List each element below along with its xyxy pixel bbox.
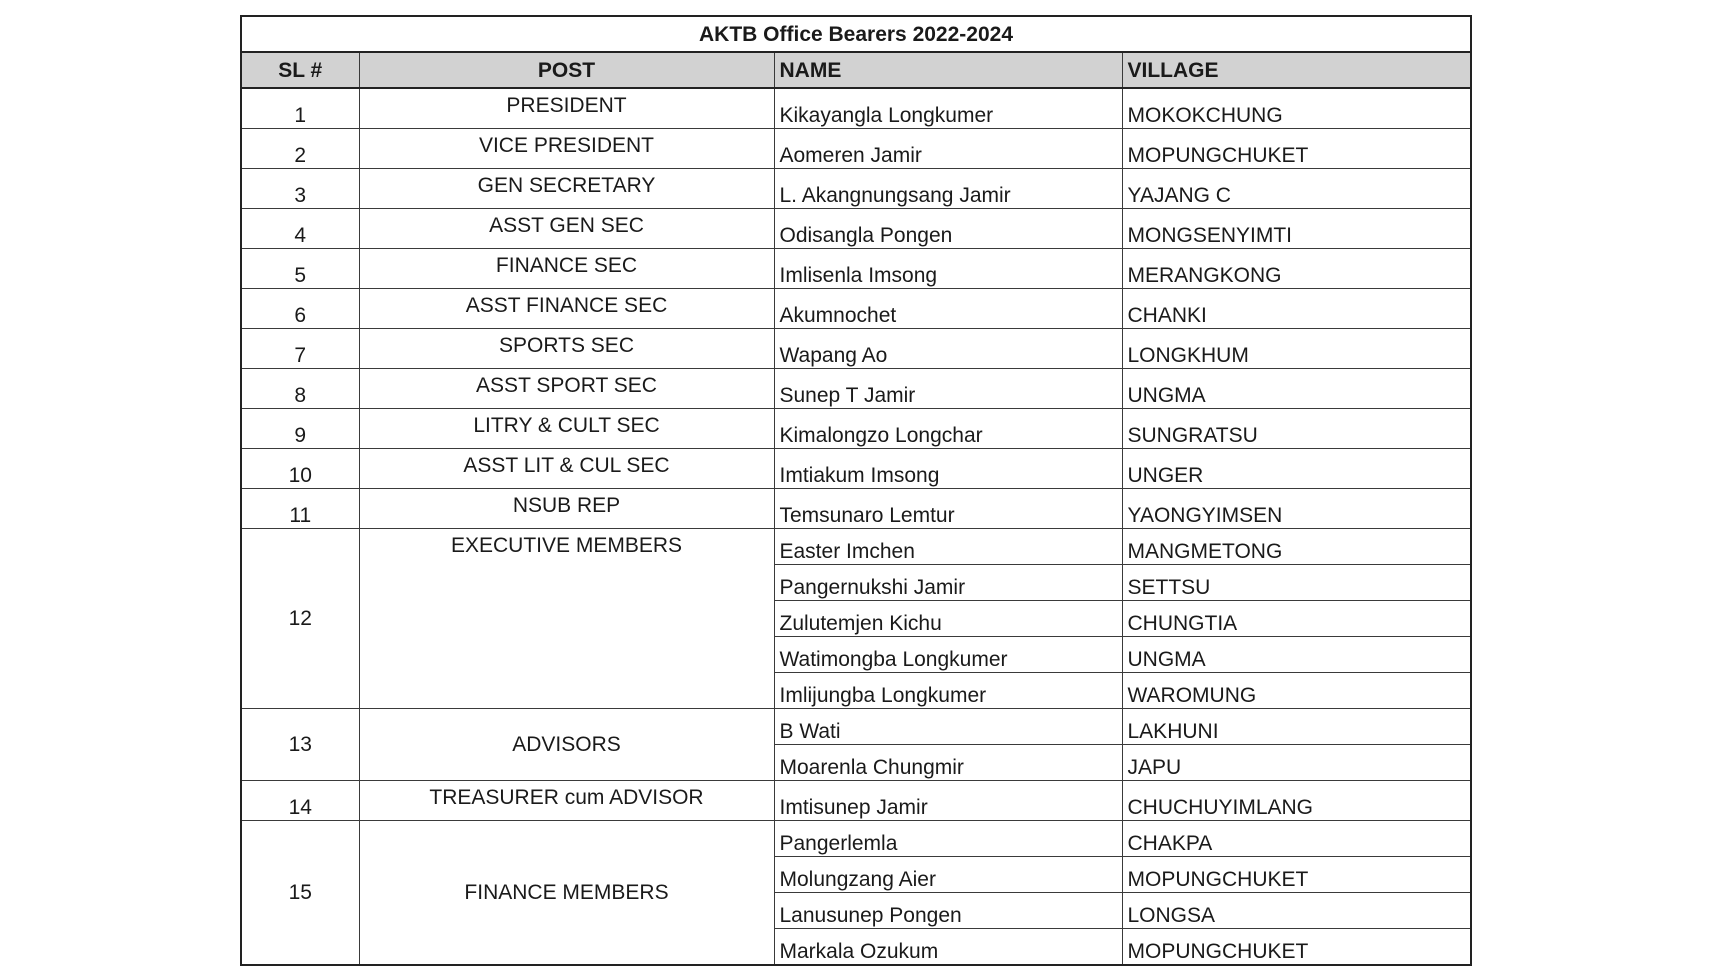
header-sl: SL #	[241, 52, 359, 88]
name-cell: Imtiakum Imsong	[774, 449, 1122, 489]
village-cell: CHAKPA	[1122, 821, 1471, 857]
name-cell: Imtisunep Jamir	[774, 781, 1122, 821]
name-cell: Pangerlemla	[774, 821, 1122, 857]
post-cell: GEN SECRETARY	[359, 169, 774, 209]
name-cell: Odisangla Pongen	[774, 209, 1122, 249]
sl-cell: 14	[241, 781, 359, 821]
village-cell: MANGMETONG	[1122, 529, 1471, 565]
village-cell: MOPUNGCHUKET	[1122, 129, 1471, 169]
table-row	[241, 821, 1471, 857]
name-cell: B Wati	[774, 709, 1122, 745]
table-row	[241, 169, 1471, 209]
village-cell: LONGSA	[1122, 893, 1471, 929]
name-cell: Pangernukshi Jamir	[774, 565, 1122, 601]
name-cell: L. Akangnungsang Jamir	[774, 169, 1122, 209]
village-cell: UNGMA	[1122, 637, 1471, 673]
post-cell: PRESIDENT	[359, 88, 774, 129]
name-cell: Moarenla Chungmir	[774, 745, 1122, 781]
table-row	[241, 781, 1471, 821]
sl-cell: 13	[241, 709, 359, 781]
table-row	[241, 409, 1471, 449]
table-row	[241, 289, 1471, 329]
post-cell: TREASURER cum ADVISOR	[359, 781, 774, 821]
office-bearers-table	[240, 15, 1472, 966]
post-cell: EXECUTIVE MEMBERS	[359, 529, 774, 709]
post-cell: LITRY & CULT SEC	[359, 409, 774, 449]
header-village: VILLAGE	[1122, 52, 1471, 88]
name-cell: Lanusunep Pongen	[774, 893, 1122, 929]
village-cell: CHUCHUYIMLANG	[1122, 781, 1471, 821]
village-cell: YAJANG C	[1122, 169, 1471, 209]
sl-cell: 12	[241, 529, 359, 709]
table-title: AKTB Office Bearers 2022-2024	[241, 16, 1471, 52]
name-cell: Imlisenla Imsong	[774, 249, 1122, 289]
table-row	[241, 209, 1471, 249]
table-row	[241, 88, 1471, 129]
name-cell: Watimongba Longkumer	[774, 637, 1122, 673]
sl-cell: 9	[241, 409, 359, 449]
sl-cell: 7	[241, 329, 359, 369]
village-cell: YAONGYIMSEN	[1122, 489, 1471, 529]
sl-cell: 5	[241, 249, 359, 289]
village-cell: MOPUNGCHUKET	[1122, 929, 1471, 966]
post-cell: ASST SPORT SEC	[359, 369, 774, 409]
sl-cell: 15	[241, 821, 359, 966]
village-cell: SETTSU	[1122, 565, 1471, 601]
post-cell: NSUB REP	[359, 489, 774, 529]
post-cell: ASST LIT & CUL SEC	[359, 449, 774, 489]
village-cell: JAPU	[1122, 745, 1471, 781]
village-cell: MERANGKONG	[1122, 249, 1471, 289]
sl-cell: 11	[241, 489, 359, 529]
village-cell: UNGER	[1122, 449, 1471, 489]
header-name: NAME	[774, 52, 1122, 88]
village-cell: MOPUNGCHUKET	[1122, 857, 1471, 893]
table-row	[241, 529, 1471, 565]
sl-cell: 4	[241, 209, 359, 249]
post-cell: ASST GEN SEC	[359, 209, 774, 249]
village-cell: WAROMUNG	[1122, 673, 1471, 709]
name-cell: Kikayangla Longkumer	[774, 88, 1122, 129]
village-cell: LONGKHUM	[1122, 329, 1471, 369]
post-cell: FINANCE SEC	[359, 249, 774, 289]
post-cell: ASST FINANCE SEC	[359, 289, 774, 329]
table-row	[241, 489, 1471, 529]
village-cell: SUNGRATSU	[1122, 409, 1471, 449]
name-cell: Imlijungba Longkumer	[774, 673, 1122, 709]
table-row	[241, 249, 1471, 289]
name-cell: Easter Imchen	[774, 529, 1122, 565]
village-cell: MONGSENYIMTI	[1122, 209, 1471, 249]
name-cell: Temsunaro Lemtur	[774, 489, 1122, 529]
village-cell: UNGMA	[1122, 369, 1471, 409]
name-cell: Molungzang Aier	[774, 857, 1122, 893]
table-row	[241, 709, 1471, 745]
sl-cell: 10	[241, 449, 359, 489]
header-row	[241, 52, 1471, 88]
name-cell: Sunep T Jamir	[774, 369, 1122, 409]
sl-cell: 1	[241, 88, 359, 129]
sl-cell: 8	[241, 369, 359, 409]
village-cell: CHUNGTIA	[1122, 601, 1471, 637]
table-row	[241, 329, 1471, 369]
table-row	[241, 449, 1471, 489]
post-cell: ADVISORS	[359, 709, 774, 781]
name-cell: Kimalongzo Longchar	[774, 409, 1122, 449]
name-cell: Wapang Ao	[774, 329, 1122, 369]
header-post: POST	[359, 52, 774, 88]
name-cell: Akumnochet	[774, 289, 1122, 329]
sl-cell: 2	[241, 129, 359, 169]
table-body	[241, 88, 1471, 965]
name-cell: Aomeren Jamir	[774, 129, 1122, 169]
table-row	[241, 369, 1471, 409]
village-cell: CHANKI	[1122, 289, 1471, 329]
sl-cell: 6	[241, 289, 359, 329]
sl-cell: 3	[241, 169, 359, 209]
post-cell: FINANCE MEMBERS	[359, 821, 774, 966]
village-cell: LAKHUNI	[1122, 709, 1471, 745]
name-cell: Markala Ozukum	[774, 929, 1122, 966]
village-cell: MOKOKCHUNG	[1122, 88, 1471, 129]
post-cell: SPORTS SEC	[359, 329, 774, 369]
table-row	[241, 129, 1471, 169]
name-cell: Zulutemjen Kichu	[774, 601, 1122, 637]
post-cell: VICE PRESIDENT	[359, 129, 774, 169]
